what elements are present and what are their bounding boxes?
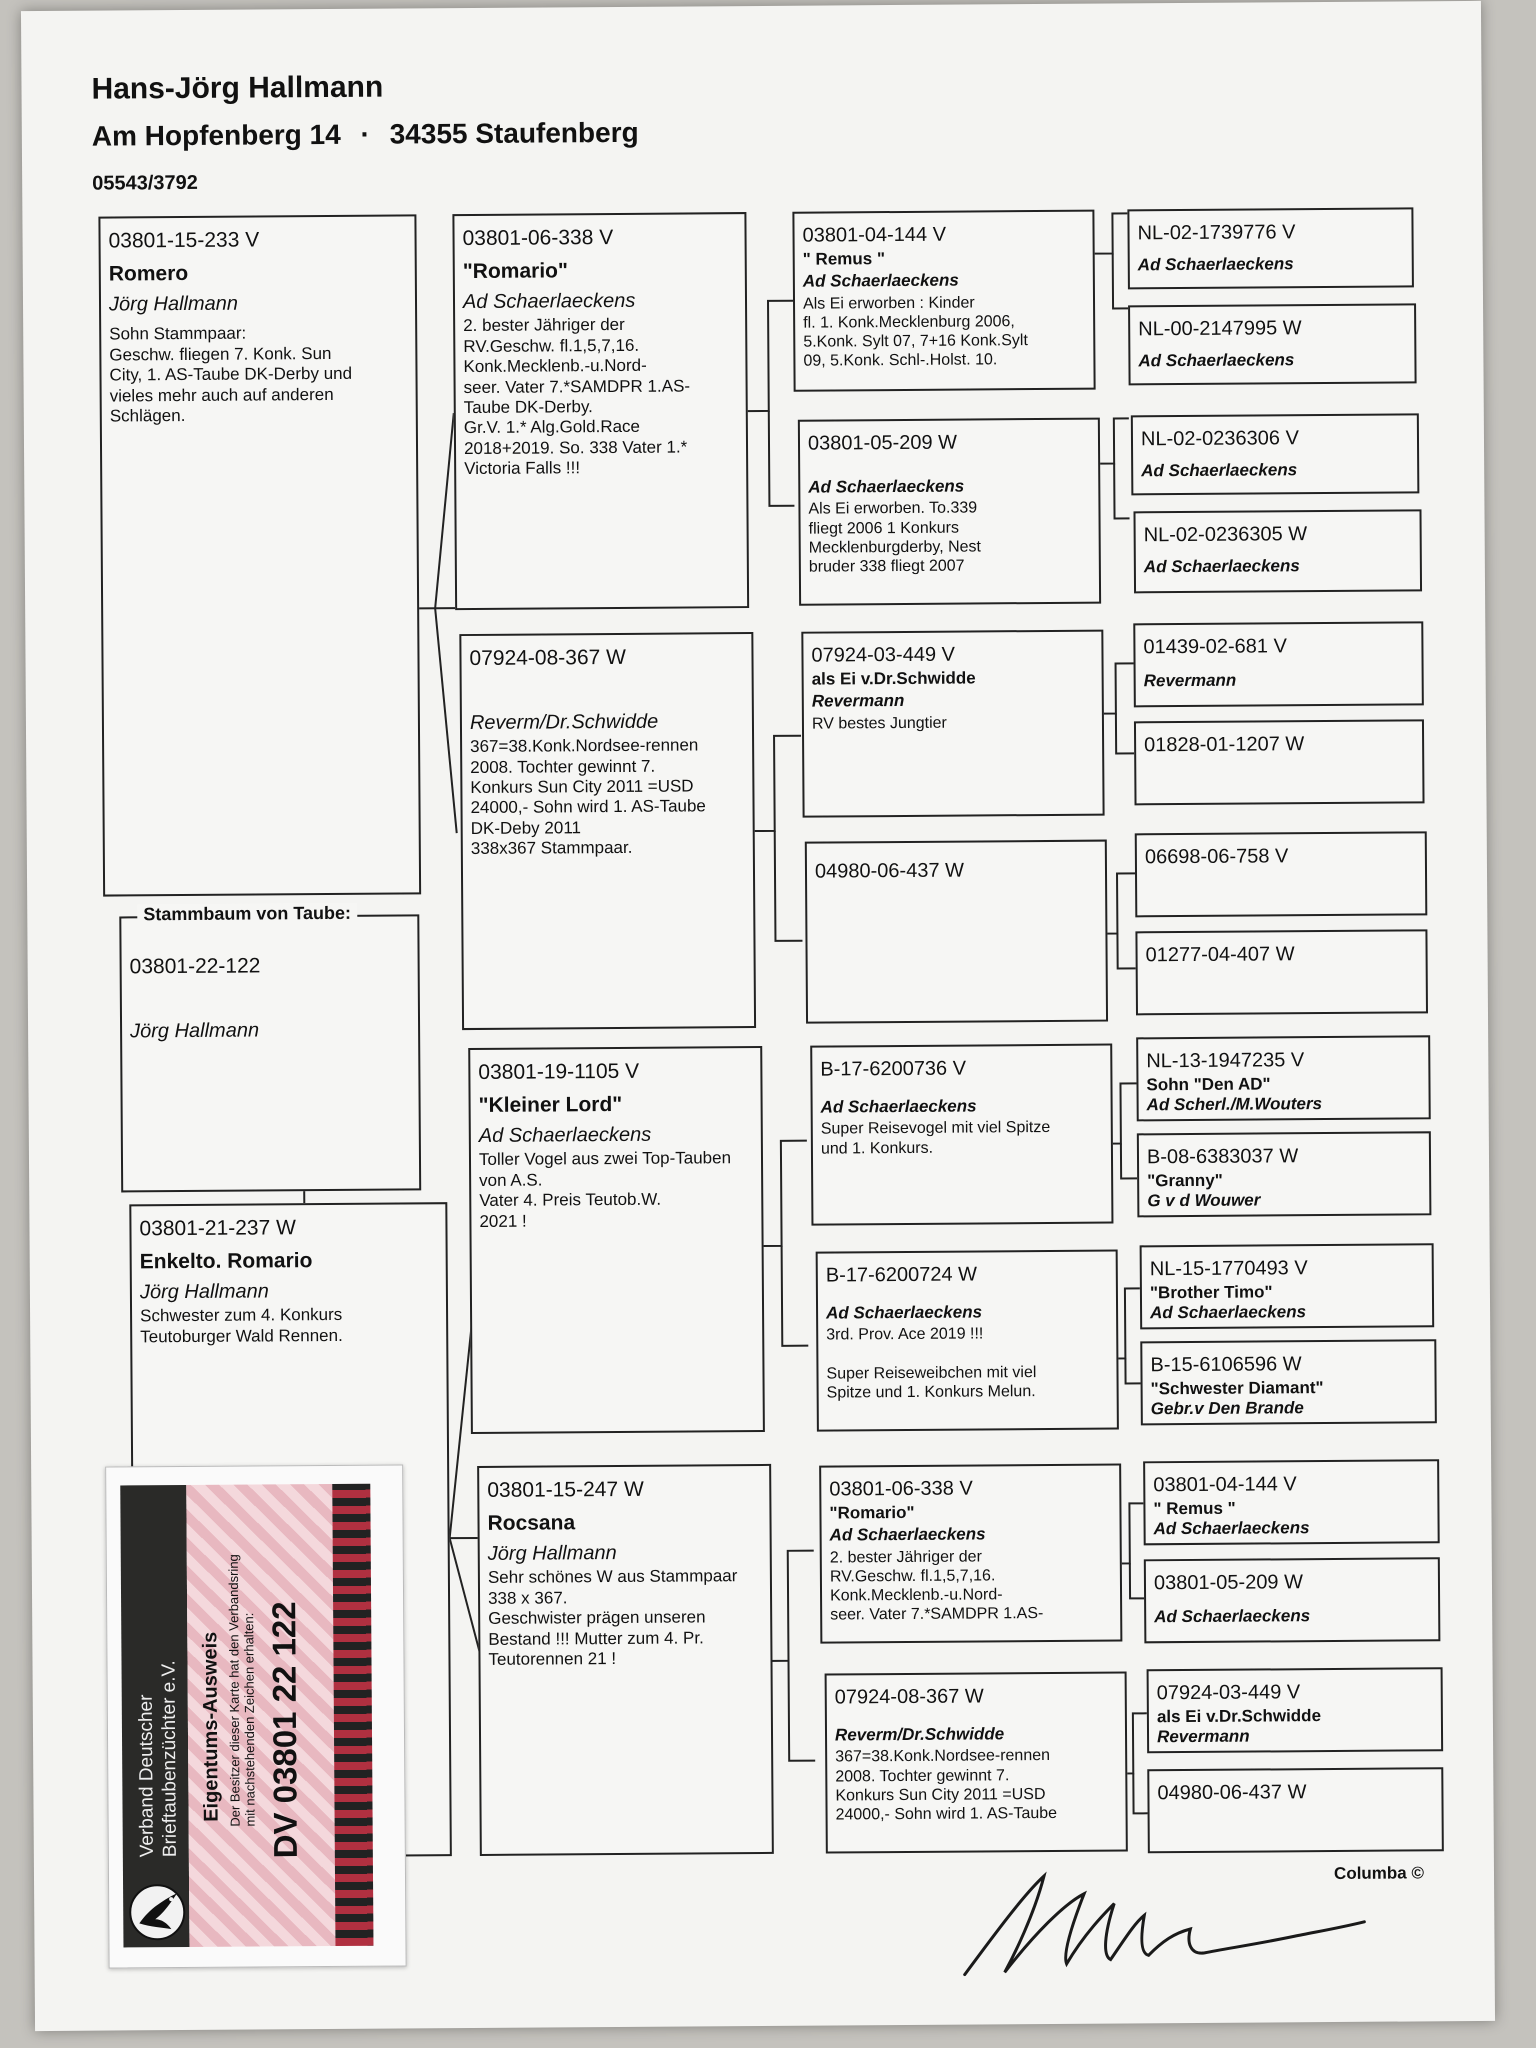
- col3-box-6: [816, 1249, 1119, 1431]
- col3-box-1: [792, 210, 1095, 392]
- col2-desc-1: 2. bester Jähriger der RV.Geschw. fl.1,5,7,16. Konk.Mecklenb.-u.Nord- seer. Vater 7.*SAMDPR 1.AS- Taube DK-Derby. Gr.V. 1.* Alg.Gold.Race 2018+2019. So. 338 Vater 1.* Victoria Falls !!!: [463, 315, 691, 479]
- breeder-city: 34355 Staufenberg: [389, 116, 639, 150]
- col3-name-7: "Romario": [829, 1502, 915, 1523]
- subject-owner: Jörg Hallmann: [108, 292, 239, 316]
- address-separator: ·: [360, 118, 370, 150]
- col3-desc-2: Als Ei erworben. To.339 fliegt 2006 1 Konkurs Mecklenburgderby, Nest bruder 338 fliegt 2007: [808, 499, 982, 576]
- col4-name-10: "Granny": [1147, 1170, 1223, 1191]
- col4-name-11: "Brother Timo": [1149, 1282, 1273, 1303]
- col4-box-11: [1140, 1243, 1435, 1329]
- col2-name-3: "Kleiner Lord": [478, 1093, 623, 1118]
- col3-ring-6: B-17-6200724 W: [825, 1263, 978, 1287]
- col4-owner-3: Ad Schaerlaeckens: [1141, 460, 1298, 481]
- card-owner-note: [227, 1554, 259, 1827]
- ownership-card: [105, 1464, 406, 1968]
- col4-owner-13: Ad Schaerlaeckens: [1153, 1518, 1310, 1539]
- col4-ring-1: NL-02-1739776 V: [1137, 221, 1296, 245]
- col3-owner-6: Ad Schaerlaeckens: [826, 1302, 983, 1323]
- col4-box-14: [1144, 1557, 1441, 1643]
- col4-box-15: [1147, 1667, 1444, 1753]
- pedigree-sheet: [21, 1, 1495, 2031]
- col2-owner-1: Ad Schaerlaeckens: [462, 290, 636, 314]
- col2-ring-3: 03801-19-1105 V: [478, 1059, 640, 1084]
- col3-desc-3: RV bestes Jungtier: [811, 714, 947, 733]
- breeder-name: Hans-Jörg Hallmann: [91, 70, 384, 106]
- col2-desc-3: Toller Vogel aus zwei Top-Tauben von A.S. Vater 4. Preis Teutob.W. 2021 !: [478, 1148, 732, 1231]
- col4-name-15: als Ei v.Dr.Schwidde: [1156, 1706, 1322, 1727]
- subject-name: Romero: [108, 262, 189, 286]
- subject-box: [98, 214, 421, 896]
- col2-ring-2: 07924-08-367 W: [469, 645, 627, 671]
- col3-box-8: [825, 1671, 1128, 1853]
- col4-owner-2: Ad Schaerlaeckens: [1138, 350, 1295, 371]
- col4-ring-11: NL-15-1770493 V: [1149, 1257, 1308, 1281]
- col3-box-2: [798, 418, 1101, 606]
- col3-box-3: [801, 630, 1104, 818]
- card-owner-note-line2: mit nachstehenden Zeichen erhalten:: [241, 1612, 258, 1827]
- card-title: Eigentums-Ausweis: [199, 1631, 223, 1822]
- col3-name-1: " Remus ": [802, 249, 886, 269]
- col4-ring-7: 06698-06-758 V: [1144, 845, 1289, 869]
- col4-owner-1: Ad Schaerlaeckens: [1137, 254, 1294, 275]
- col4-ring-15: 07924-03-449 V: [1156, 1681, 1301, 1705]
- col3-ring-7: 03801-06-338 V: [829, 1477, 973, 1501]
- col2-owner-4: Jörg Hallmann: [487, 1542, 617, 1566]
- col3-desc-6: 3rd. Prov. Ace 2019 !!! Super Reiseweibchen mit viel Spitze und 1. Konkurs Melun.: [826, 1325, 1037, 1402]
- col4-ring-4: NL-02-0236305 W: [1143, 523, 1308, 547]
- col4-ring-14: 03801-05-209 W: [1153, 1571, 1304, 1595]
- col3-ring-1: 03801-04-144 V: [802, 223, 947, 247]
- col2-name-1: "Romario": [462, 259, 568, 284]
- columba-copyright: Columba ©: [1333, 1863, 1425, 1883]
- breeder-street: Am Hopfenberg 14: [91, 118, 341, 152]
- col4-box-10: [1137, 1131, 1432, 1217]
- mother-main-owner: Jörg Hallmann: [139, 1280, 269, 1304]
- stammbaum-label: Stammbaum von Taube:: [137, 903, 357, 926]
- card-ring-band: [332, 1484, 373, 1946]
- col4-box-8: [1135, 929, 1428, 1015]
- col4-owner-5: Revermann: [1143, 670, 1237, 691]
- col4-owner-4: Ad Schaerlaeckens: [1143, 556, 1300, 577]
- col2-name-4: Rocsana: [487, 1511, 576, 1536]
- col3-desc-7: 2. bester Jähriger der RV.Geschw. fl.1,5,7,16. Konk.Mecklenb.-u.Nord- seer. Vater 7.*SAMDPR 1.AS-: [829, 1548, 1044, 1624]
- col4-name-12: "Schwester Diamant": [1150, 1378, 1324, 1399]
- col2-desc-4: Sehr schönes W aus Stammpaar 338 x 367. Geschwister prägen unseren Bestand !!! Mutter zum 4. Pr. Teutorennen 21 !: [487, 1566, 738, 1669]
- col2-box-4: [477, 1464, 774, 1856]
- col4-owner-11: Ad Schaerlaeckens: [1150, 1302, 1307, 1323]
- col4-box-5: [1133, 621, 1424, 707]
- col3-ring-3: 07924-03-449 V: [811, 643, 956, 667]
- col4-ring-6: 01828-01-1207 W: [1144, 733, 1305, 757]
- subject-desc: Sohn Stammpaar: Geschw. fliegen 7. Konk. Sun City, 1. AS-Taube DK-Derby und vieles mehr auch auf anderen Schlägen.: [109, 323, 353, 426]
- mother-main-desc: Schwester zum 4. Konkurs Teutoburger Wald Rennen.: [140, 1305, 343, 1347]
- card-association-line2: Brieftaubenzüchter e.V.: [158, 1660, 181, 1858]
- col4-ring-13: 03801-04-144 V: [1153, 1473, 1297, 1497]
- col3-owner-5: Ad Schaerlaeckens: [820, 1096, 977, 1117]
- col4-box-2: [1128, 303, 1417, 385]
- col4-owner-15: Revermann: [1156, 1726, 1250, 1747]
- col2-desc-2: 367=38.Konk.Nordsee-rennen 2008. Tochter gewinnt 7. Konkurs Sun City 2011 =USD 24000,- Sohn wird 1. AS-Taube DK-Deby 2011 338x367 Stammpaar.: [470, 735, 706, 859]
- col2-ring-1: 03801-06-338 V: [462, 225, 614, 251]
- signature-icon: [954, 1862, 1375, 1985]
- col3-box-5: [810, 1044, 1113, 1226]
- col2-owner-2: Reverm/Dr.Schwidde: [469, 710, 659, 735]
- mother-main-name: Enkelto. Romario: [139, 1249, 313, 1274]
- col3-box-4: [805, 840, 1108, 1024]
- col2-box-1: [452, 212, 749, 610]
- col4-box-6: [1134, 719, 1425, 805]
- col2-owner-3: Ad Schaerlaeckens: [478, 1124, 652, 1148]
- col3-ring-2: 03801-05-209 W: [807, 431, 958, 455]
- subject-ring: 03801-15-233 V: [108, 228, 260, 253]
- col3-name-3: als Ei v.Dr.Schwidde: [811, 668, 976, 689]
- col4-box-1: [1127, 207, 1414, 289]
- taube-owner: Jörg Hallmann: [130, 1019, 260, 1043]
- card-ring-number: DV 03801 22 122: [265, 1601, 304, 1859]
- col4-ring-9: NL-13-1947235 V: [1146, 1049, 1305, 1073]
- col4-ring-2: NL-00-2147995 W: [1138, 317, 1302, 341]
- col4-owner-9: Ad Scherl./M.Wouters: [1146, 1094, 1323, 1115]
- col4-ring-10: B-08-6383037 W: [1146, 1145, 1299, 1169]
- col3-owner-8: Reverm/Dr.Schwidde: [834, 1724, 1005, 1745]
- col4-ring-16: 04980-06-437 W: [1157, 1781, 1307, 1805]
- col4-box-3: [1131, 413, 1420, 495]
- col4-box-7: [1135, 831, 1428, 917]
- col3-owner-2: Ad Schaerlaeckens: [808, 476, 965, 497]
- col3-ring-5: B-17-6200736 V: [820, 1057, 967, 1081]
- mother-main-ring: 03801-21-237 W: [139, 1216, 296, 1241]
- pigeon-logo-icon: [127, 1879, 187, 1945]
- col4-name-9: Sohn "Den AD": [1146, 1074, 1271, 1095]
- col4-ring-12: B-15-6106596 W: [1150, 1353, 1302, 1377]
- col4-ring-5: 01439-02-681 V: [1143, 635, 1287, 659]
- taube-ring: 03801-22-122: [129, 954, 261, 979]
- col4-owner-14: Ad Schaerlaeckens: [1154, 1606, 1311, 1627]
- col3-ring-8: 07924-08-367 W: [834, 1685, 984, 1709]
- col2-box-3: [468, 1046, 765, 1434]
- col4-box-16: [1147, 1767, 1444, 1853]
- breeder-phone: 05543/3792: [92, 171, 198, 195]
- col4-box-12: [1140, 1339, 1437, 1425]
- col4-ring-3: NL-02-0236306 V: [1140, 427, 1299, 451]
- col4-owner-12: Gebr.v Den Brande: [1150, 1398, 1304, 1419]
- col2-box-2: [459, 632, 756, 1030]
- col3-desc-5: Super Reisevogel mit viel Spitze und 1. Konkurs.: [820, 1119, 1051, 1158]
- col3-owner-3: Revermann: [811, 691, 905, 712]
- card-association: [135, 1660, 182, 1857]
- card-owner-note-line1: Der Besitzer dieser Karte hat den Verbandsring: [225, 1554, 243, 1827]
- col3-ring-4: 04980-06-437 W: [814, 859, 965, 883]
- col3-owner-7: Ad Schaerlaeckens: [829, 1524, 986, 1545]
- col3-desc-1: Als Ei erworben : Kinder fl. 1. Konk.Mecklenburg 2006, 5.Konk. Sylt 07, 7+16 Konk.Sylt 09, 5.Konk. Schl-.Holst. 10.: [802, 294, 1028, 371]
- col3-owner-1: Ad Schaerlaeckens: [802, 270, 959, 292]
- col4-box-9: [1136, 1035, 1431, 1121]
- col2-ring-4: 03801-15-247 W: [487, 1477, 644, 1502]
- col4-owner-10: G v d Wouwer: [1147, 1190, 1261, 1211]
- col4-ring-8: 01277-04-407 W: [1145, 943, 1295, 967]
- card-association-line1: Verband Deutscher: [135, 1694, 158, 1858]
- col4-box-4: [1133, 509, 1422, 593]
- col3-desc-8: 367=38.Konk.Nordsee-rennen 2008. Tochter gewinnt 7. Konkurs Sun City 2011 =USD 24000,- Sohn wird 1. AS-Taube: [835, 1747, 1058, 1824]
- col4-box-13: [1143, 1459, 1440, 1545]
- taube-box: [119, 914, 421, 1192]
- col3-box-7: [819, 1463, 1122, 1643]
- col4-name-13: " Remus ": [1153, 1498, 1236, 1519]
